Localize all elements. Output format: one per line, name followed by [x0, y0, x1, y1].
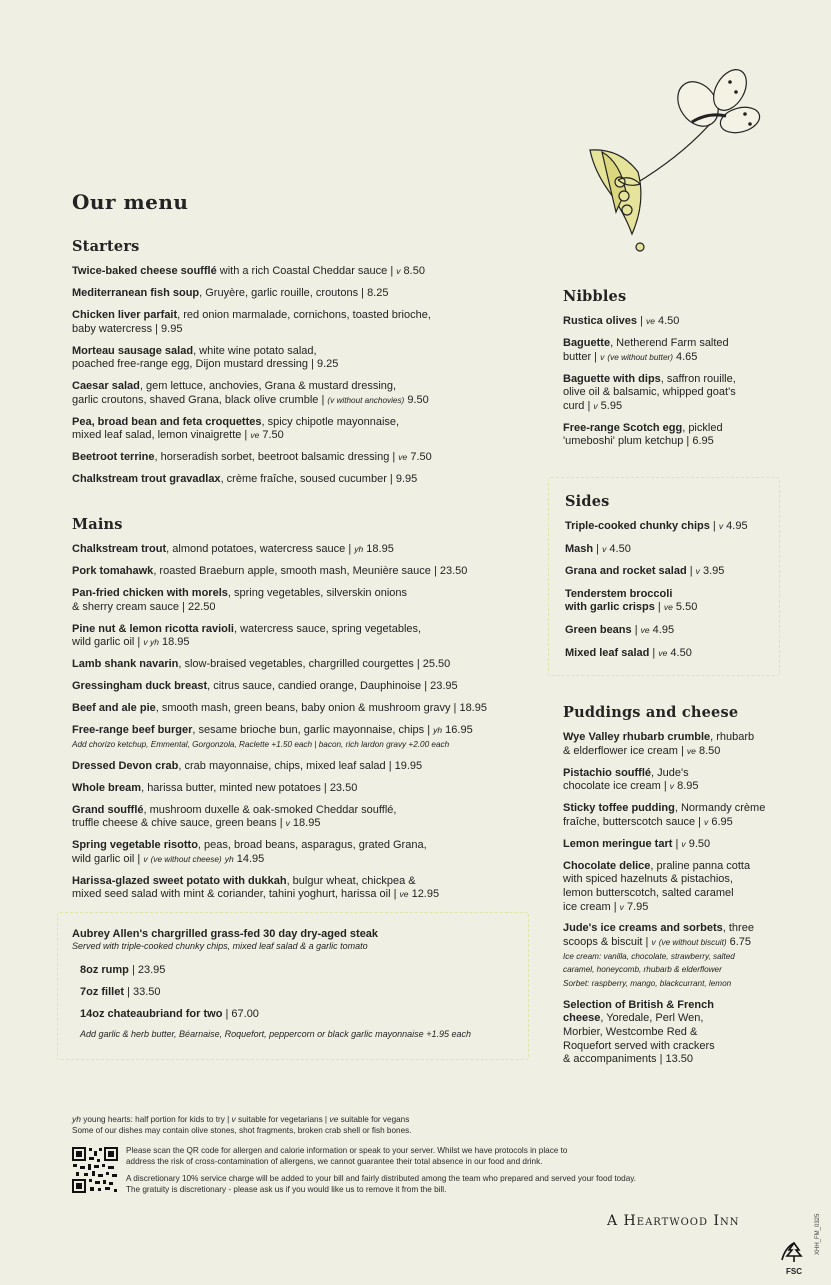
dietary-symbol: v: [669, 781, 675, 792]
dietary-symbol: yh: [433, 725, 443, 736]
dietary-symbol: v: [143, 853, 148, 864]
dish-name: Morteau sausage salad: [72, 344, 194, 357]
dish-name: Lemon meringue tart: [563, 837, 673, 850]
mains-item: [72, 724, 542, 751]
mains-item: [72, 565, 542, 579]
puddings-item: [563, 922, 783, 990]
dish-price: 18.95: [289, 817, 321, 830]
sides-item: [565, 647, 775, 661]
dish-description: , Normandy crème: [674, 802, 766, 815]
dish-description: , horseradish sorbet, beetroot balsamic dressing |: [154, 451, 399, 464]
dietary-symbol: ve: [250, 430, 260, 441]
dish-description: , sesame brioche bun, garlic mayonnaise, chips |: [192, 724, 434, 737]
dish-description: , bulgur wheat, chickpea &: [286, 874, 416, 887]
steak-price: | 23.95: [131, 963, 166, 976]
brand-logo: A Heartwood Inn: [607, 1213, 740, 1229]
dish-name: Whole bream: [72, 781, 142, 794]
dish-description: with a rich Coastal Cheddar sauce |: [216, 265, 397, 277]
mains-item: [72, 680, 542, 694]
dish-description: garlic croutons, shaved Grana, black olive crumble |: [72, 393, 328, 406]
fsc-label: FSC: [786, 1267, 802, 1276]
steak-rows: [72, 963, 522, 1021]
dietary-symbol: v: [602, 543, 607, 554]
legend-yh-text: young hearts: half portion for kids to try |: [80, 1115, 232, 1124]
dietary-symbol: ve: [686, 745, 696, 756]
dish-description: wild garlic oil |: [72, 852, 144, 865]
steak-name: 8oz rump: [80, 963, 129, 976]
dietary-symbol: yh: [224, 853, 234, 864]
mains-section: [72, 516, 542, 910]
dish-name: Dressed Devon crab: [72, 759, 179, 772]
dish-description: baby watercress | 9.95: [72, 322, 183, 335]
dietary-symbol: v: [651, 937, 656, 948]
dish-description: truffle cheese & chive sauce, green beans |: [72, 817, 286, 830]
dish-description: , watercress sauce, spring vegetables,: [233, 622, 422, 635]
dish-description: wild garlic oil |: [72, 636, 144, 649]
steak-note: Add garlic & herb butter, Béarnaise, Roquefort, peppercorn or black garlic mayonnaise +1.95 each: [80, 1028, 471, 1039]
dish-description: , Gruyère, garlic rouille, croutons | 8.25: [199, 286, 389, 299]
dish-description: |: [636, 315, 646, 327]
dish-name: Grana and rocket salad: [565, 565, 687, 578]
dietary-symbol: ve: [399, 889, 409, 900]
sides-heading: Sides: [565, 493, 610, 510]
dish-description: , red onion marmalade, cornichons, toasted brioche,: [177, 308, 431, 321]
steak-subtitle: Served with triple-cooked chunky chips, mixed leaf salad & a garlic tomato: [72, 941, 368, 951]
dish-description: , slow-braised vegetables, chargrilled courgettes | 25.50: [178, 658, 451, 671]
dish-price: 12.95: [408, 888, 440, 901]
nibbles-list: [563, 315, 778, 449]
dish-name: Wye Valley rhubarb crumble: [563, 731, 711, 743]
dish-description: mixed seed salad with mint & coriander, tahini yoghurt, harissa oil |: [72, 888, 400, 901]
starters-section: [72, 238, 532, 495]
dish-description: with spiced hazelnuts & pistachios,: [563, 873, 733, 886]
dish-description: chocolate ice cream |: [563, 780, 670, 793]
dish-description: |: [686, 565, 696, 578]
dietary-symbol: v yh: [143, 637, 159, 648]
dish-description: , roasted Braeburn apple, smooth mash, Meunière sauce | 23.50: [153, 564, 468, 577]
dietary-symbol: ve: [663, 602, 673, 613]
allergen-line-2: address the risk of cross-contamination of allergens, we cannot guarantee their total absence in our food and drink.: [126, 1157, 543, 1167]
dietary-symbol: v: [681, 838, 686, 849]
sides-box: [548, 477, 780, 676]
legend-yh: yh: [72, 1114, 81, 1124]
dish-name: Grand soufflé: [72, 803, 144, 816]
dish-note: (v without anchovies): [327, 395, 405, 405]
dish-description: , praline panna cotta: [650, 859, 751, 872]
mains-item: [72, 782, 542, 796]
dish-name: Jude's ice creams and sorbets: [563, 922, 723, 935]
dish-description: 4.50: [654, 315, 680, 327]
dietary-symbol: v: [285, 818, 290, 829]
dish-name: Selection of British & French: [563, 998, 714, 1011]
starters-item: [72, 265, 532, 279]
mains-item: [72, 623, 542, 650]
dish-description: , white wine potato salad,: [193, 344, 317, 357]
steak-price: | 33.50: [127, 985, 161, 998]
steak-name: 7oz fillet: [80, 985, 125, 998]
dish-description: , crème fraîche, soused cucumber | 9.95: [220, 473, 418, 486]
dish-name: Mixed leaf salad: [565, 646, 650, 659]
dish-name: Rustica olives: [563, 315, 637, 327]
dish-description: butter |: [563, 350, 601, 363]
dish-flavours: Sorbet: raspberry, mango, blackcurrant, lemon: [563, 978, 732, 988]
dietary-legend: [72, 1114, 412, 1136]
dish-description: mixed leaf salad, lemon vinaigrette |: [72, 429, 251, 442]
mains-item: [72, 702, 542, 716]
dish-description: 4.65: [672, 350, 698, 363]
dish-description: |: [654, 601, 664, 614]
steak-option: [80, 985, 522, 999]
dish-name: cheese: [563, 1012, 601, 1025]
dish-description: 6.75: [726, 936, 752, 949]
starters-item: [72, 451, 532, 465]
nibbles-item: [563, 337, 778, 364]
dietary-symbol: yh: [354, 544, 364, 554]
starters-item: [72, 287, 532, 301]
steak-option: [80, 1007, 522, 1021]
dish-description: 4.50: [667, 646, 692, 659]
dish-description: , almond potatoes, watercress sauce |: [166, 543, 355, 555]
legend-ve: ve: [329, 1114, 339, 1124]
dish-description: |: [709, 520, 719, 532]
nibbles-item: [563, 422, 778, 449]
dish-name: Green beans: [565, 623, 632, 636]
dish-description: 5.50: [672, 601, 698, 614]
starters-item: [72, 473, 532, 487]
starters-item: [72, 345, 532, 372]
dish-description: & elderflower ice cream |: [563, 744, 687, 757]
dish-description: , Jude's: [651, 766, 689, 779]
dish-description: , rhubarb: [710, 731, 755, 743]
puddings-item: [563, 731, 783, 758]
dish-description: lemon butterscotch, salted caramel: [563, 886, 734, 899]
dish-description: olive oil & balsamic, whipped goat's: [563, 386, 736, 399]
dish-description: 5.95: [597, 399, 623, 412]
starters-list: [72, 265, 532, 487]
dish-price: 9.50: [404, 393, 429, 406]
nibbles-heading: Nibbles: [563, 288, 627, 305]
dietary-symbol: v: [619, 901, 624, 912]
dish-description: scoops & biscuit |: [563, 936, 652, 949]
dish-name: Pork tomahawk: [72, 564, 154, 577]
dietary-symbol: v: [695, 566, 700, 577]
dish-description: Roquefort served with crackers: [563, 1039, 715, 1052]
dietary-symbol: ve: [645, 316, 655, 326]
dish-price: 16.95: [442, 724, 473, 737]
puddings-heading: Puddings and cheese: [563, 704, 739, 721]
dietary-symbol: v: [704, 816, 709, 827]
dish-name: Lamb shank navarin: [72, 658, 179, 671]
dish-name: Pea, broad bean and feta croquettes: [72, 415, 262, 428]
dish-name: Chicken liver parfait: [72, 308, 178, 321]
dish-description: , crab mayonnaise, chips, mixed leaf salad | 19.95: [178, 759, 423, 772]
dish-name: Chalkstream trout: [72, 543, 167, 555]
dish-description: , gem lettuce, anchovies, Grana & mustard dressing,: [139, 380, 397, 393]
steak-price: | 67.00: [225, 1007, 259, 1020]
dish-description: |: [649, 646, 659, 659]
qr-code-icon[interactable]: [72, 1147, 118, 1193]
dish-name: Chocolate delice: [563, 859, 651, 872]
dish-description: 4.50: [606, 542, 631, 555]
dish-description: , Netherend Farm salted: [610, 336, 729, 349]
dish-name: Chalkstream trout gravadlax: [72, 473, 221, 486]
mains-item: [72, 760, 542, 774]
dish-price: 14.95: [233, 852, 265, 865]
dish-name: Sticky toffee pudding: [563, 802, 675, 815]
dietary-symbol: v: [593, 400, 598, 411]
dish-description: Morbier, Westcombe Red &: [563, 1026, 698, 1039]
dish-name: Free-range beef burger: [72, 724, 193, 737]
service-line-1: A discretionary 10% service charge will be added to your bill and fairly distributed among the team who prepared and served your food today.: [126, 1174, 637, 1183]
dish-note: (ve without cheese): [150, 854, 222, 864]
fsc-logo: [779, 1240, 809, 1276]
dish-description: , harissa butter, minted new potatoes | 23.50: [141, 781, 358, 794]
dish-description: & accompaniments | 13.50: [563, 1053, 694, 1066]
dietary-symbol: v: [396, 266, 401, 276]
dish-name: Triple-cooked chunky chips: [565, 520, 710, 532]
legend-v-text: suitable for vegetarians |: [235, 1115, 330, 1124]
dietary-symbol: ve: [398, 452, 408, 463]
dietary-symbol: ve: [640, 624, 650, 635]
dish-name: Twice-baked cheese soufflé: [72, 265, 217, 277]
dish-name: Pine nut & lemon ricotta ravioli: [72, 622, 234, 635]
dietary-symbol: ve: [658, 647, 668, 658]
dish-description: poached free-range egg, Dijon mustard dressing | 9.25: [72, 358, 339, 371]
dish-description: , peas, broad beans, asparagus, grated Grana,: [197, 839, 427, 852]
mains-list: [72, 543, 542, 902]
dish-name: Pan-fried chicken with morels: [72, 586, 228, 599]
starters-item: [72, 416, 532, 443]
service-charge-info: [126, 1173, 636, 1195]
dish-note: (ve without butter): [607, 352, 673, 362]
legend-v: v: [231, 1114, 236, 1124]
dish-description: 4.95: [723, 520, 748, 532]
dish-name: with garlic crisps: [565, 601, 655, 614]
dish-name: Pistachio soufflé: [563, 766, 652, 779]
fsc-tree-icon: [779, 1240, 809, 1264]
dish-description: , mushroom duxelle & oak-smoked Cheddar soufflé,: [143, 803, 397, 816]
puddings-item: [563, 838, 783, 852]
nibbles-item: [563, 315, 778, 329]
legend-ve-text: suitable for vegans: [338, 1115, 410, 1124]
print-code: XHH_FM_0325: [815, 1213, 821, 1255]
dish-note: (ve without biscuit): [658, 938, 727, 948]
dish-description: , spicy chipotle mayonnaise,: [261, 415, 400, 428]
dish-name: Spring vegetable risotto: [72, 839, 198, 852]
dish-name: Mash: [565, 542, 594, 555]
steak-name: 14oz chateaubriand for two: [80, 1007, 223, 1020]
puddings-item: [563, 860, 783, 914]
service-line-2: The gratuity is discretionary - please ask us if you would like us to remove it from the bill.: [126, 1185, 447, 1195]
mains-item: [72, 839, 542, 866]
dish-name: Tenderstem broccoli: [565, 587, 673, 600]
dish-description: , pickled: [682, 421, 723, 434]
sides-item: [565, 543, 775, 557]
dish-price: 18.95: [158, 636, 190, 649]
dish-description: 8.50: [695, 744, 721, 757]
allergen-info: [126, 1145, 567, 1167]
starters-heading: Starters: [72, 238, 140, 255]
dish-description: & sherry cream sauce | 22.50: [72, 600, 216, 613]
dish-description: , citrus sauce, candied orange, Dauphinoise | 23.95: [207, 680, 458, 693]
mains-item: [72, 804, 542, 831]
nibbles-item: [563, 373, 778, 414]
dish-price: 18.95: [363, 543, 394, 555]
dish-name: Harissa-glazed sweet potato with dukkah: [72, 874, 287, 887]
dish-description: , Yoredale, Perl Wen,: [600, 1012, 704, 1025]
nibbles-section: [563, 288, 778, 457]
dish-description: 6.95: [708, 815, 733, 828]
mains-item: [72, 543, 542, 557]
dish-name: Baguette with dips: [563, 372, 661, 385]
dish-price: 7.50: [259, 429, 284, 442]
dish-name: Gressingham duck breast: [72, 680, 208, 693]
dish-description: fraîche, butterscotch sauce |: [563, 815, 705, 828]
steak-option: [80, 963, 522, 977]
dish-description: 9.50: [685, 837, 711, 850]
steak-heading: Aubrey Allen's chargrilled grass-fed 30 day dry-aged steak: [72, 928, 379, 940]
dish-description: , saffron rouille,: [660, 372, 736, 385]
dish-addons: Add chorizo ketchup, Emmental, Gorgonzola, Raclette +1.50 each | bacon, rich lardon gravy +2.00 each: [72, 739, 450, 749]
mains-item: [72, 875, 542, 902]
allergen-line-1: Please scan the QR code for allergen and calorie information or speak to your server. Whilst we have protocols in place to: [126, 1146, 568, 1155]
dish-description: curd |: [563, 399, 594, 412]
dish-description: 8.95: [674, 780, 699, 793]
mains-item: [72, 587, 542, 614]
dish-description: 3.95: [699, 565, 725, 578]
dish-description: ice cream |: [563, 900, 620, 913]
dietary-symbol: v: [718, 521, 724, 531]
pea-butterfly-illustration: [580, 62, 770, 262]
dish-name: Beef and ale pie: [72, 702, 156, 715]
dish-price: 8.50: [400, 265, 425, 277]
puddings-section: [563, 704, 783, 1075]
dish-description: , three: [722, 922, 754, 935]
dish-description: |: [672, 837, 682, 850]
dish-flavours: caramel, honeycomb, rhubarb & elderflower: [563, 965, 722, 975]
puddings-item: [563, 999, 783, 1067]
dish-description: |: [631, 623, 641, 636]
dish-name: Free-range Scotch egg: [563, 421, 683, 434]
mains-item: [72, 658, 542, 672]
dish-name: Baguette: [563, 336, 611, 349]
puddings-item: [563, 802, 783, 829]
dish-name: Caesar salad: [72, 380, 140, 393]
mains-heading: Mains: [72, 516, 123, 533]
dish-price: 7.50: [407, 451, 432, 464]
dish-description: 7.95: [623, 900, 649, 913]
steak-box: [57, 912, 529, 1060]
sides-item: [565, 520, 775, 534]
sides-item: [565, 588, 775, 615]
puddings-item: [563, 767, 783, 794]
starters-item: [72, 380, 532, 407]
hazard-warning: Some of our dishes may contain olive stones, shot fragments, broken crab shell or fish bones.: [72, 1126, 412, 1136]
puddings-list: [563, 731, 783, 1067]
page-title: Our menu: [72, 190, 189, 214]
dish-name: Mediterranean fish soup: [72, 286, 200, 299]
dish-description: , smooth mash, green beans, baby onion & mushroom gravy | 18.95: [155, 702, 487, 715]
dish-description: |: [593, 542, 603, 555]
dish-description: 'umeboshi' plum ketchup | 6.95: [563, 435, 714, 448]
dietary-symbol: v: [600, 351, 605, 362]
dish-description: 4.95: [649, 623, 675, 636]
dish-flavours: Ice cream: vanilla, chocolate, strawberry, salted: [563, 951, 735, 961]
dish-description: , spring vegetables, silverskin onions: [227, 586, 408, 599]
sides-item: [565, 565, 775, 579]
starters-item: [72, 309, 532, 336]
sides-item: [565, 624, 775, 638]
dish-name: Beetroot terrine: [72, 451, 155, 464]
sides-list: [565, 520, 775, 660]
